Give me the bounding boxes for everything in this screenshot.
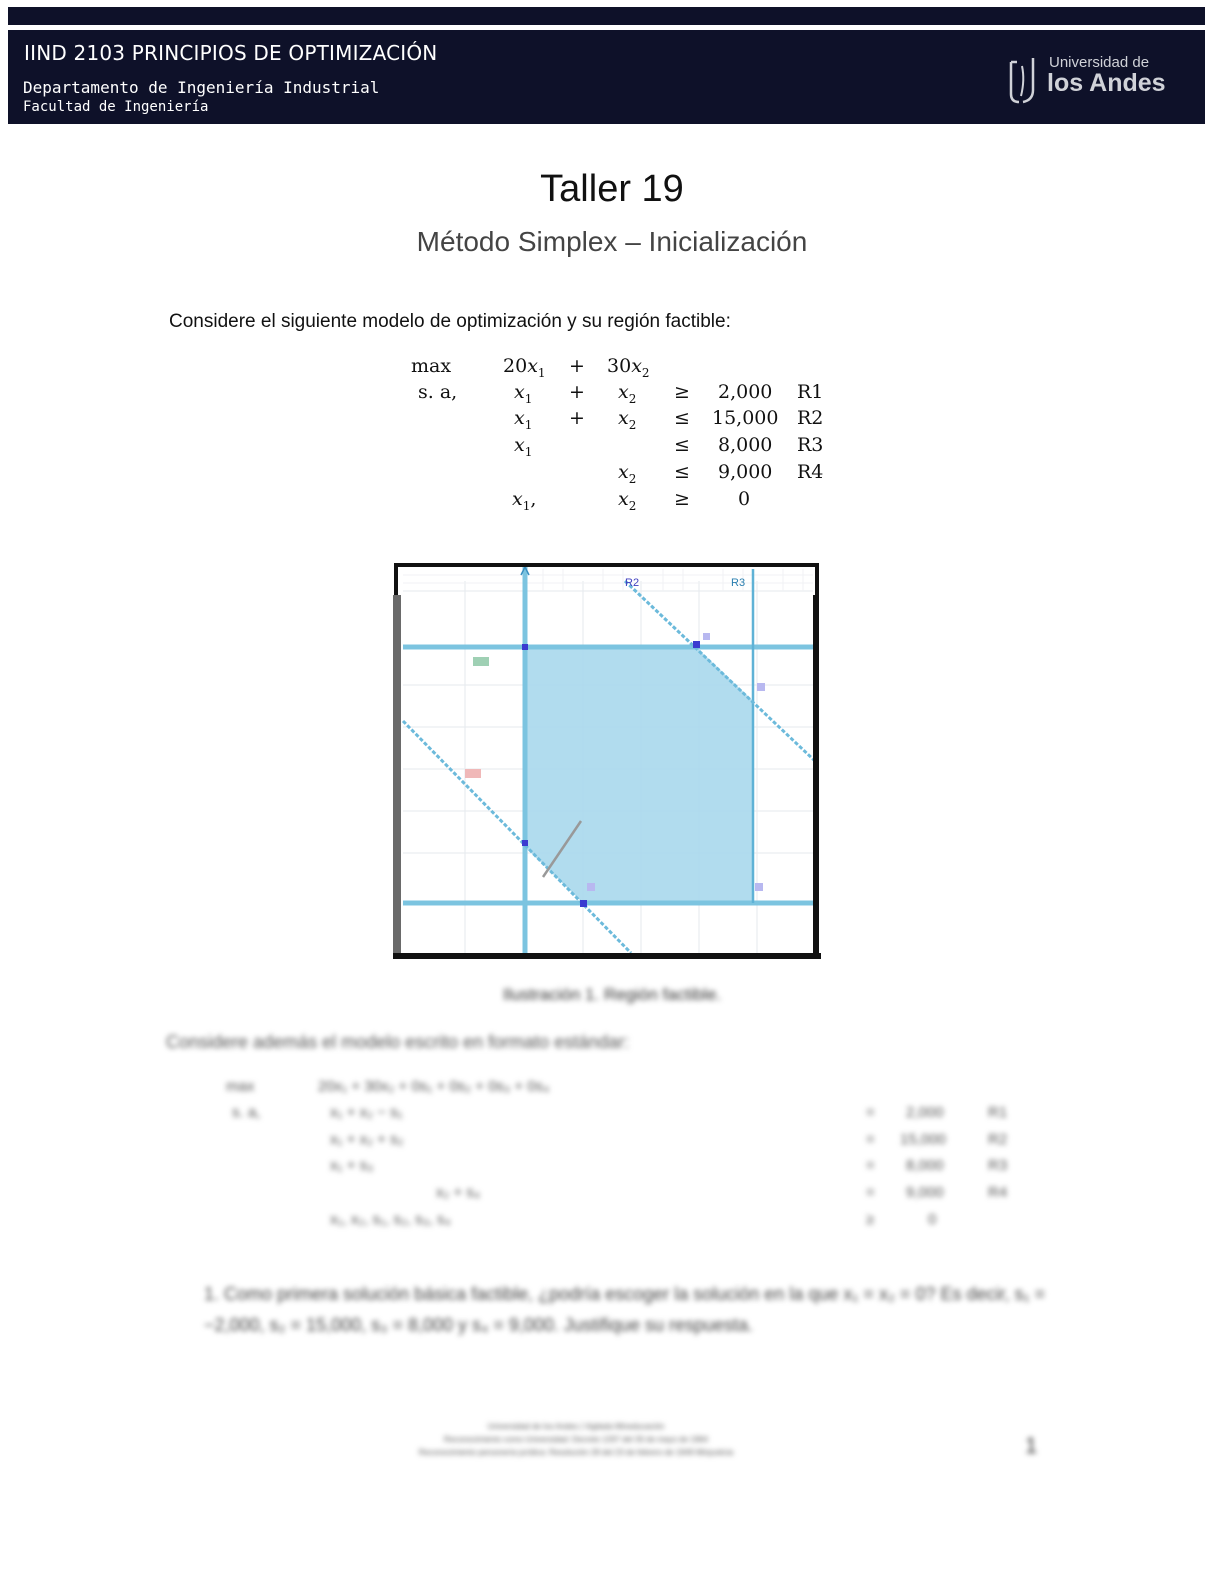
intro-paragraph: Considere el siguiente modelo de optimización y su región factible: (169, 311, 731, 332)
r1-x2: $x_2$ (618, 381, 637, 406)
vertex-marker-light (757, 683, 765, 691)
vertex-marker (522, 840, 528, 846)
std-row-sign: = (866, 1104, 875, 1121)
std-row-lhs: x₁ + x₂ + s₂ (330, 1131, 404, 1148)
std-row-label: R4 (988, 1184, 1008, 1201)
r3-rhs: 8,000 (718, 434, 773, 456)
std-row-rhs: 0 (928, 1211, 937, 1228)
obj-coef-1: 20 (503, 355, 528, 377)
std-row-lhs: x₁, x₂, s₁, s₂, s₃, s₄ (330, 1211, 451, 1228)
r2-x1: $x_1$ (514, 407, 533, 432)
vertex-marker (522, 644, 528, 650)
std-row-sign: = (866, 1157, 875, 1174)
r1-rhs: 2,000 (718, 381, 773, 403)
r4-x2: $x_2$ (618, 461, 637, 486)
question-number: 1. (204, 1284, 220, 1304)
obj-coef-2: 30 (607, 355, 632, 377)
std-st-label: s. a, (232, 1104, 261, 1121)
r2-x2: $x_2$ (618, 407, 637, 432)
r3-x1: $x_1$ (514, 434, 533, 459)
figure-frame-right (813, 595, 819, 957)
std-row-sign: = (866, 1184, 875, 1201)
page-number: 1 (1025, 1433, 1038, 1458)
std-row-sign: ≥ (866, 1211, 875, 1228)
footer-line: Universidad de los Andes | Vigilada Mineducación (487, 1422, 665, 1431)
question-1 (204, 1279, 1064, 1341)
std-row-label: R1 (988, 1104, 1008, 1121)
r2-label: R2 (797, 407, 824, 429)
course-title: IIND 2103 PRINCIPIOS DE OPTIMIZACIÓN (24, 41, 438, 65)
document-subtitle: Método Simplex – Inicialización (416, 226, 808, 257)
logo-text-top: Universidad de (1049, 54, 1150, 71)
figure-frame-left (393, 595, 401, 957)
std-max: max (226, 1078, 255, 1095)
figure-label-r2: R2 (625, 577, 640, 589)
r1-label: R1 (797, 381, 824, 403)
model-obj-term2: $30x_2$ (607, 355, 650, 380)
vertex-marker (693, 641, 700, 648)
r4-label: R4 (797, 461, 824, 483)
std-row-lhs: x₁ + s₃ (330, 1157, 374, 1174)
std-row-rhs: 9,000 (906, 1184, 944, 1201)
vertex-marker-light (703, 633, 710, 640)
label-marker-green (473, 657, 489, 666)
std-objective: 20x₁ + 30x₂ + 0s₁ + 0s₂ + 0s₃ + 0s₄ (318, 1078, 550, 1095)
r3-label: R3 (797, 434, 824, 456)
logo-text-bottom: los Andes (1047, 69, 1166, 97)
std-row-lhs: x₂ + s₄ (436, 1184, 481, 1201)
r2-op: + (569, 407, 585, 429)
r2-sign: ≤ (674, 407, 690, 429)
std-row-label: R2 (988, 1131, 1008, 1148)
header-top-strip (8, 7, 1205, 25)
university-crest-icon (1003, 56, 1043, 104)
std-row-rhs: 2,000 (906, 1104, 944, 1121)
faculty-name: Facultad de Ingeniería (23, 99, 209, 115)
label-marker-red (465, 769, 481, 778)
model-obj-term1: $20x_1$ (503, 355, 546, 380)
nonneg-x1: $x_1$, (512, 488, 537, 513)
vertex-marker (580, 900, 587, 907)
r2-rhs: 15,000 (712, 407, 779, 429)
r1-x1: $x_1$ (514, 381, 533, 406)
std-row-sign: = (866, 1131, 875, 1148)
nonneg-sign: ≥ (674, 488, 690, 510)
r4-rhs: 9,000 (718, 461, 773, 483)
std-row-lhs: x₁ + x₂ − s₁ (330, 1104, 403, 1121)
nonneg-x2: $x_2$ (618, 488, 637, 513)
feasible-region (525, 647, 753, 903)
std-row-label: R3 (988, 1157, 1008, 1174)
university-logo (1003, 54, 1166, 104)
vertex-marker-light (755, 883, 763, 891)
feasible-region-figure (393, 561, 821, 961)
page-footer (396, 1420, 756, 1459)
standard-form-intro: Considere además el modelo escrito en formato estándar: (166, 1032, 630, 1052)
document-title: Taller 19 (540, 168, 684, 210)
r1-sign: ≥ (674, 381, 690, 403)
question-text: Como primera solución básica factible, ¿podría escoger la solución en la que x₁ = x₂ = 0? Es decir, s₁ = −2,000, s₂ = 15,000, s₃ = 8,000 y s₄ = 9,000. Justifique su respuesta. (204, 1284, 1046, 1335)
figure-frame-bottom (393, 953, 821, 959)
std-row-rhs: 15,000 (900, 1131, 946, 1148)
department-name: Departamento de Ingeniería Industrial (23, 78, 380, 97)
std-row-rhs: 8,000 (906, 1157, 944, 1174)
vertex-marker-light (587, 883, 595, 891)
figure-caption: Ilustración 1. Región factible. (502, 985, 722, 1004)
model-max: max (411, 355, 452, 377)
footer-line: Reconocimiento como Universidad: Decreto 1297 del 30 de mayo de 1964 (443, 1435, 709, 1444)
model-obj-plus: + (569, 355, 585, 377)
footer-line: Reconocimiento personería jurídica: Resolución 28 del 23 de febrero de 1949 Minjusticia (418, 1448, 734, 1457)
page-header (8, 30, 1205, 124)
r4-sign: ≤ (674, 461, 690, 483)
r3-sign: ≤ (674, 434, 690, 456)
r1-op: + (569, 381, 585, 403)
nonneg-rhs: 0 (738, 488, 751, 510)
figure-label-r3: R3 (731, 577, 746, 589)
model-st-label: s. a, (418, 381, 458, 403)
